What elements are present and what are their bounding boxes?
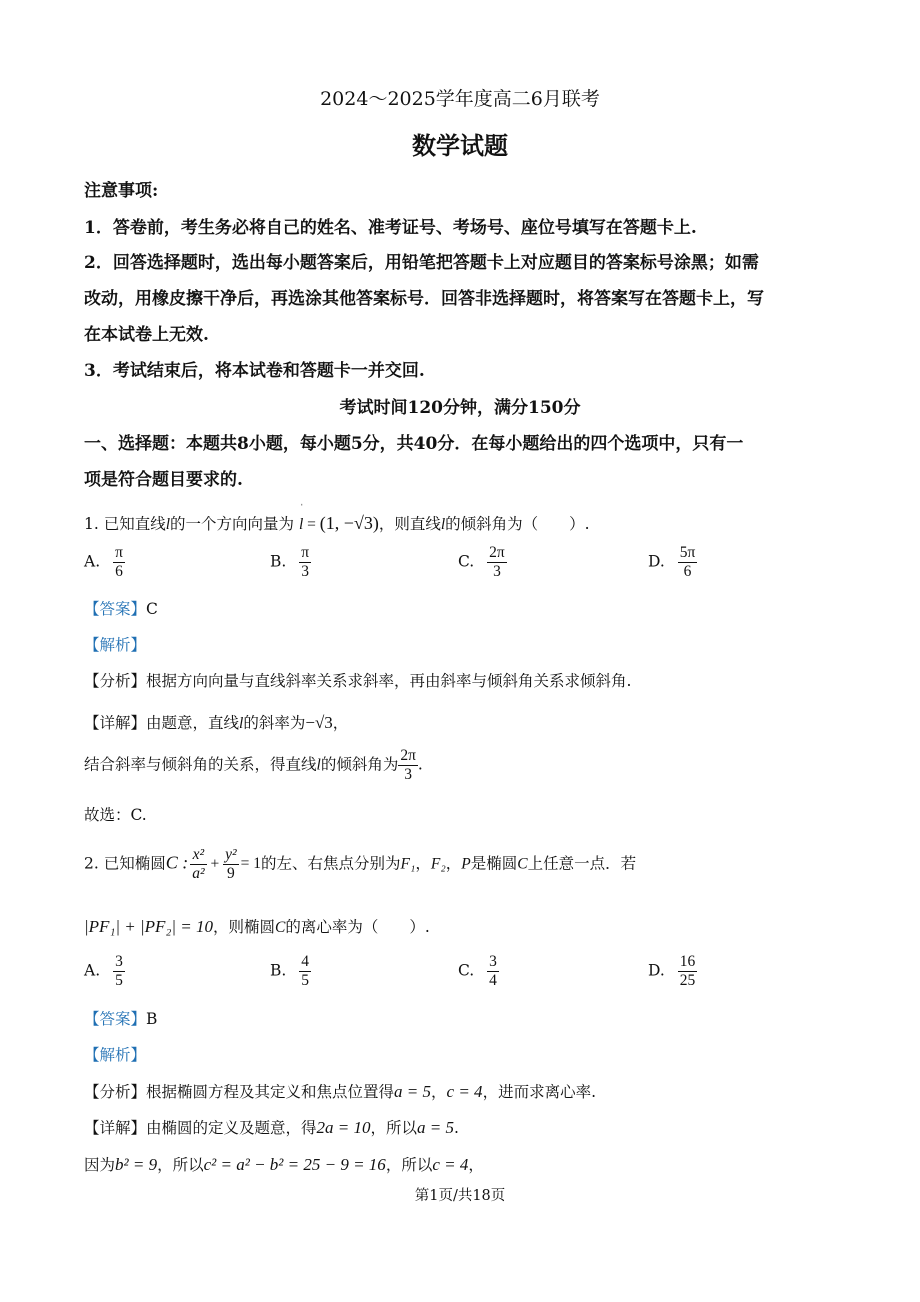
q2-ellipse-rhs: = 1 [240,855,262,873]
q1-fenxi [84,669,631,691]
q1-var-l: l [165,516,171,533]
notes-item-2-line1: 2．回答选择题时，选出每小题答案后，用铅笔把答题卡上对应题目的答案标号涂黑；如需 [84,253,759,273]
q1-var-l-2: l [440,516,446,533]
q1-choose: 故选：C. [84,806,147,824]
q2-stem: 2. 已知椭圆C : $\frac{\text{x²}}{\text{a²}}$ + $\frac{\text{y²}}{9}$ = 1的左、右焦点分别为F₁，F₂，P是椭圆C上任意一点．若 [84,846,637,882]
q2-option-a[interactable]: A. $\frac{3}{5}$ [84,953,123,989]
q1-answer [84,597,158,619]
q1-fenxi-tag: 【分析】 [84,672,147,690]
q2-detail: 【详解】由椭圆的定义及题意，得2a = 10，所以a = 5. [84,1118,459,1137]
exam-title: 2024～2025学年度高二6月联考 [320,88,600,110]
subject-title: 数学试题 [412,131,508,160]
section1-line1: 一、选择题：本题共8小题，每小题5分，共40分．在每小题给出的四个选项中，只有一 [84,434,744,454]
q1-vector-l: l [298,516,304,533]
q2-f1: F₁ [400,855,416,873]
q1-stem-prefix: 1. 已知直线 [84,515,166,533]
q1-fenxi-text: 根据方向向量与直线斜率关系求斜率，再由斜率与倾斜角关系求倾斜角. [146,672,632,690]
q2-answer-value: B [146,1010,158,1028]
q2-ellipse-lhs: C : [165,852,189,873]
q2-answer-tag: 【答案】 [84,1010,147,1028]
q2-fenxi: 【分析】根据椭圆方程及其定义和焦点位置得a = 5，c = 4，进而求离心率. [84,1082,596,1101]
q2-option-d[interactable]: D. $\frac{16}{25}$ [648,953,696,989]
q1-analysis-tag: 【解析】 [84,636,147,654]
q2-option-b[interactable]: B. $\frac{4}{5}$ [270,953,310,989]
page-footer: 第1页/共18页 [414,1188,506,1204]
q1-stem-mid: 的一个方向向量为 [170,515,295,533]
q1-stem-suffix: ，则直线 [378,515,441,533]
notes-item-3: 3．考试结束后，将本试卷和答题卡一并交回. [84,361,425,381]
notes-item-1: 1．答卷前，考生务必将自己的姓名、准考证号、考场号、座位号填写在答题卡上. [84,218,697,238]
q1-vector [298,502,304,534]
q2-detail-line2: 因为b² = 9，所以c² = a² − b² = 25 − 9 = 16，所以c = 4， [84,1155,484,1174]
q1-option-b[interactable]: B. $\frac{\pi}{3}$ [270,544,310,580]
q2-f2: F₂ [430,855,446,873]
q2-analysis-tag: 【解析】 [84,1046,147,1064]
notes-item-2-line3: 在本试卷上无效. [84,325,209,345]
q2-option-c[interactable]: C. $\frac{3}{4}$ [458,953,497,989]
q2-condition-eq: |PF₁| + |PF₂| = 10 [84,917,213,936]
q1-vector-value: (1, −√3) [319,513,379,533]
q1-option-c[interactable]: C. $\frac{2\pi}{3}$ [458,544,505,580]
notes-heading: 注意事项: [84,181,159,201]
q1-option-a[interactable]: A. $\frac{\pi}{6}$ [84,544,123,580]
q1-vector-arrow: ˈ [299,502,304,514]
exam-time: 考试时间120分钟，满分150分 [339,398,581,418]
q1-detail-slope: −√3 [305,713,333,732]
q1-option-d[interactable]: D. $\frac{5\pi}{6}$ [648,544,696,580]
q1-answer-tag: 【答案】 [84,600,147,618]
q1-stem-end: 的倾斜角为（ ）. [445,515,590,533]
section1-line2: 项是符合题目要求的. [84,470,243,490]
notes-item-2-line2: 改动，用橡皮擦干净后，再选涂其他答案标号．回答非选择题时，将答案写在答题卡上，写 [84,289,764,309]
q2-condition: |PF₁| + |PF₂| = 10，则椭圆C的离心率为（ ）. [84,917,430,936]
q1-conclusion: 结合斜率与倾斜角的关系，得直线l的倾斜角为 $\frac{2\pi}{3}$ . [84,747,423,783]
q1-stem: 1. 已知直线l的一个方向向量为 ˈ l = (1, −√3)，则直线l的倾斜角为（ ）. [84,502,590,533]
q1-answer-value: C [146,600,158,618]
q1-detail: 【详解】由题意，直线l的斜率为−√3， [84,713,349,732]
q2-answer [84,1007,157,1029]
